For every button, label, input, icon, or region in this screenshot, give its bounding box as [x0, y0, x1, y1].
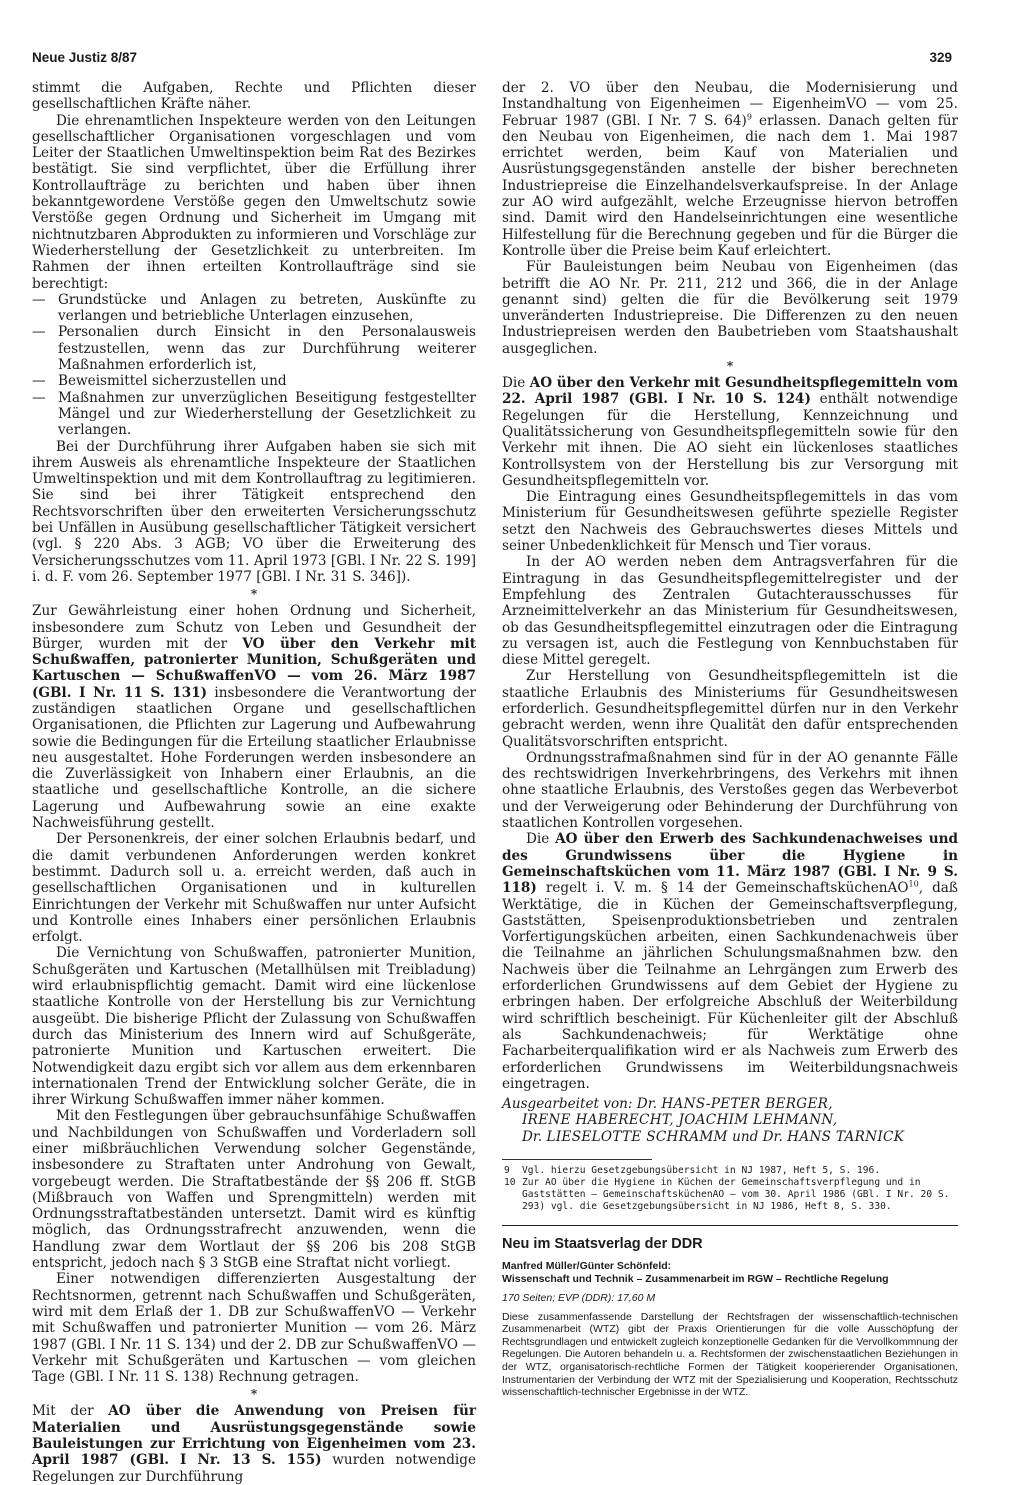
footnote: 9 Vgl. hierzu Gesetzgebungsübersicht in NJ 1987, Heft 5, S. 196. [504, 1165, 881, 1176]
staatsverlag-heading: Neu im Staatsverlag der DDR [502, 1236, 703, 1252]
book-authors: Manfred Müller/Günter Schönfeld: Wissenschaft und Technik – Zusammenarbeit im RGW – Rechtliche Regelung [502, 1260, 889, 1286]
paragraph-hygiene: Die AO über den Erwerb des Sachkundenachweises und des Grundwissens über die Hygiene in Gemeinschaftsküchen vom 11. März 1987 (GBl. I Nr. 9 S. 118) regelt i. V. m. § 14 der GemeinschaftsküchenAO$^{10}$, daß Werktätige, die in Küchen der Gemeinschaftsverpflegung, Gaststätten, Speisenproduktionsbetrieben und zentralen Vorfertigungsküchen arbeiten, einen Sachkundenachweis über die Teilnahme an jährlichen Schulungsmaßnahmen bzw. den Nachweis über die Teilnahme an Lehrgängen zum Erwerb des erforderlichen Grundwissens auf dem Gebiet der Hygiene zu erbringen haben. Der erfolgreiche Abschluß der Weiterbildung wird schriftlich bescheinigt. Für Küchenleiter gilt der Abschluß als Sachkundenachweis; für Werktätige ohne Facharbeiterqualifikation wird er als Nachweis zum Erwerb des erforderlichen Grundwissens im Weiterbildungsnachweis eingetragen. [502, 831, 958, 1092]
right-column [502, 80, 958, 1399]
paragraph: Mit den Festlegungen über gebrauchsunfähige Schußwaffen und Nachbildungen von Schußwaffen und Vorderladern soll einer mißbräuchlichen Verwendung solcher Gegenstände, insbesondere zu Straftaten unter Androhung von Gewalt, vorgebeugt werden. Die Straftatbestände der §§ 206 ff. StGB (Mißbrauch von Waffen und Sprengmitteln) werden mit Ordnungsstraftatbeständen untersetzt. Damit wird es künftig möglich, das Ordnungsstrafrecht anzuwenden, wenn die Handlung zwar dem Wortlaut der §§ 206 bis 208 StGB entspricht, jedoch nach § 3 StGB eine Straftat nicht vorliegt. [32, 1108, 476, 1272]
list-item: — Grundstücke und Anlagen zu betreten, Auskünfte zu verlangen und betriebliche Unterlagen einzusehen, [32, 292, 476, 325]
page-header [32, 50, 952, 70]
list-item: — Maßnahmen zur unverzüglichen Beseitigung festgestellter Mängel und zur Wiederherstellung der Gesetzlichkeit zu verlangen. [32, 390, 476, 439]
list-item: — Beweismittel sicherzustellen und [32, 373, 476, 389]
paragraph: der 2. VO über den Neubau, die Modernisierung und Instandhaltung von Eigenheimen — EigenheimVO — vom 25. Februar 1987 (GBl. I Nr. 7 S. 64)$^9$ erlassen. Danach gelten für den Neubau von Eigenheimen, die nach dem 1. Mai 1987 errichtet werden, beim Kauf von Materialien und Ausrüstungsgegenständen anstelle der bisher berechneten Industriepreise die Einzelhandelsverkaufspreise. In der Anlage zur AO wird aufgezählt, welche Erzeugnisse hiervon betroffen sind. Damit wird den Handelseinrichtungen eine wesentliche Hilfestellung für die Berechnung gegeben und für die Bürger die Kontrolle über die Preise beim Kauf erleichtert. [502, 80, 958, 259]
authority-list [32, 292, 476, 439]
regulation-title: VO über den Verkehr mit Schußwaffen, patronierter Munition, Schußgeräten und Kartuschen — SchußwaffenVO — vom 26. März 1987 (GBl. I Nr. 11 S. 131) [32, 635, 476, 701]
paragraph-gesundheitspflege: Die AO über den Verkehr mit Gesundheitspflegemitteln vom 22. April 1987 (GBl. I Nr. 10 S. 124) enthält notwendige Regelungen für die Herstellung, Kennzeichnung und Qualitätssicherung von Gesundheitspflegemitteln sowie für den Verkehr mit ihnen. Die AO sieht ein lückenloses staatliches Kontrollsystem von der Herstellung bis zur Versorgung mit Gesundheitspflegemitteln vor. [502, 375, 958, 489]
footnote: 10 Zur AO über die Hygiene in Küchen der Gemeinschaftsverpflegung und in Gaststätten – GemeinschaftsküchenAO – vom 30. April 1986 (GBl. I Nr. 20 S. 293) vgl. die Gesetzgebungsübersicht in NJ 1986, Heft 8, S. 330. [504, 1177, 950, 1212]
regulation-title: AO über die Anwendung von Preisen für Materialien und Ausrüstungsgegenstände sowie Bauleistungen zur Errichtung von Eigenheimen vom 23. April 1987 (GBl. I Nr. 13 S. 155) [32, 1403, 476, 1469]
footnote-ref: 10 [908, 879, 919, 889]
left-column [32, 80, 476, 1485]
section-separator: * [250, 587, 258, 602]
paragraph: Einer notwendigen differenzierten Ausgestaltung der Rechtsnormen, getrennt nach Schußwaffen und Schußgeräten, wird mit dem Erlaß der 1. DB zur SchußwaffenVO — Verkehr mit Schußwaffen und patronierter Munition — vom 26. März 1987 (GBl. I Nr. 11 S. 134) und der 2. DB zur SchußwaffenVO — Verkehr mit Schußgeräten und Kartuschen — vom gleichen Tage (GBl. I Nr. 11 S. 138) Rechnung getragen. [32, 1271, 476, 1386]
paragraph: Ordnungsstrafmaßnahmen sind für in der AO genannte Fälle des rechtswidrigen Inverkehrbringens, des Verkehrs mit ihnen ohne staatliche Erlaubnis, des Verstoßes gegen das Werbeverbot und der Verweigerung oder Behinderung der Durchführung von staatlichen Kontrollen vorgesehen. [502, 749, 958, 832]
page-number: 329 [929, 50, 952, 65]
paragraph: Die Eintragung eines Gesundheitspflegemittels in das vom Ministerium für Gesundheitswesen geführte spezielle Register setzt den Nachweis des Gebrauchswertes dieses Mittels und seiner Unbedenklichkeit für Mensch und Tier voraus. [502, 489, 958, 555]
paragraph: Für Bauleistungen beim Neubau von Eigenheimen (das betrifft die AO Nr. Pr. 211, 212 und 366, die in der Anlage genannt sind) gelten die für die Bevölkerung seit 1979 unveränderten Industriepreise. Die Differenzen zu den neuen Industriepreisen werden den Baubetrieben vom Staatshaushalt ausgeglichen. [502, 259, 958, 357]
paragraph-preise: Mit der AO über die Anwendung von Preisen für Materialien und Ausrüstungsgegenstände sowie Bauleistungen zur Errichtung von Eigenheimen vom 23. April 1987 (GBl. I Nr. 13 S. 155) wurden notwendige Regelungen zur Durchführung [32, 1403, 476, 1485]
paragraph: Der Personenkreis, der einer solchen Erlaubnis bedarf, und die damit verbundenen Anforderungen werden konkret bestimmt. Dadurch soll u. a. erreicht werden, daß auch in gesellschaftlichen Organisationen und in kulturellen Einrichtungen der Verkehr mit Schußwaffen nur unter Aufsicht und Kontrolle eines Inhabers einer persönlichen Erlaubnis erfolgt. [32, 831, 476, 946]
section-separator: * [726, 359, 734, 374]
journal-issue: Neue Justiz 8/87 [32, 50, 138, 65]
regulation-title: AO über den Erwerb des Sachkundenachweises und des Grundwissens über die Hygiene in Gemeinschaftsküchen vom 11. März 1987 (GBl. I Nr. 9 S. 118) [502, 831, 958, 897]
paragraph: Die Vernichtung von Schußwaffen, patronierter Munition, Schußgeräten und Kartuschen (Metallhülsen mit Treibladung) wird erlaubnispflichtig gemacht. Damit wird eine lückenlose staatliche Kontrolle von der Herstellung bis zur Vernichtung ausgeübt. Die bisherige Pflicht der Zulassung von Schußwaffen durch das Ministerium des Innern wird auf Schußgeräte, patronierte Munition und Kartuschen erweitert. Die Notwendigkeit dazu ergibt sich vor allem aus dem erkennbaren internationalen Trend der Entwicklung solcher Geräte, die in ihrer Wirkung Schußwaffen immer näher kommen. [32, 945, 476, 1109]
section-separator: * [250, 1387, 258, 1402]
section-rule [502, 1225, 958, 1226]
paragraph: Zur Herstellung von Gesundheitspflegemitteln ist die staatliche Erlaubnis des Ministeriums für Gesundheitswesen erforderlich. Gesundheitspflegemittel dürfen nur in den Verkehr gebracht werden, wenn ihre Qualität den dafür entsprechenden Qualitätsvorschriften entspricht. [502, 668, 958, 750]
footnote-ref: 9 [746, 112, 752, 122]
paragraph: Die ehrenamtlichen Inspekteure werden von den Leitungen gesellschaftlicher Organisationen vorgeschlagen und vom Leiter der Staatlichen Umweltinspektion beim Rat des Bezirkes bestätigt. Sie sind verpflichtet, über die Erfüllung ihrer Kontrollaufträge zu berichten und haben über ihnen bekanntgewordene Verstöße gegen den Umweltschutz sowie Verstöße gegen Ordnung und Sicherheit im Umgang mit nichtnutzbaren Abprodukten zu informieren und Vorschläge zur Wiederherstellung der Gesetzlichkeit zu unterbreiten. Im Rahmen der ihnen erteilten Kontrollaufträge sind sie berechtigt: [32, 112, 476, 292]
paragraph: Bei der Durchführung ihrer Aufgaben haben sie sich mit ihrem Ausweis als ehrenamtliche Inspekteure der Staatlichen Umweltinspektion und mit dem Kontrollauftrag zu legitimieren. Sie sind bei ihrer Tätigkeit entsprechend den Rechtsvorschriften über den erweiterten Versicherungsschutz bei Unfällen in Ausübung gesellschaftlicher Tätigkeit versichert (vgl. § 220 Abs. 3 AGB; VO über die Erweiterung des Versicherungsschutzes vom 11. April 1973 [GBl. I Nr. 22 S. 199] i. d. F. vom 26. September 1977 [GBl. I Nr. 31 S. 346]). [32, 438, 476, 585]
book-title: Wissenschaft und Technik – Zusammenarbeit im RGW – Rechtliche Regelung [502, 1273, 889, 1286]
book-description: Diese zusammenfassende Darstellung der Rechtsfragen der wissenschaftlich-technischen Zusammenarbeit (WTZ) gibt der Praxis Orientierungen für die volle Ausschöpfung der Rechtsgrundlagen und entwickelt zugleich konzeptionelle Gedanken für die Vervollkommnung der Regelungen. Die Autoren behandeln u. a. Rechtsformen der zwischenstaatlichen Beziehungen in der WTZ, organisatorisch-rechtliche Formen der Tätigkeit kooperierender Organisationen, Instrumentarien der Verbindung der WTZ mit der Spezialisierung und Kooperation, Rechtsschutz wissenschaftlich-technischer Ergebnisse in der WTZ. [502, 1310, 958, 1399]
paragraph: stimmt die Aufgaben, Rechte und Pflichten dieser gesellschaftlichen Kräfte näher. [32, 80, 476, 113]
regulation-title: AO über den Verkehr mit Gesundheitspflegemitteln vom 22. April 1987 (GBl. I Nr. 10 S. 124) [502, 375, 958, 408]
footnotes [502, 1159, 958, 1213]
book-meta: 170 Seiten; EVP (DDR): 17,60 M [502, 1292, 656, 1305]
paragraph-schusswaffen: Zur Gewährleistung einer hohen Ordnung und Sicherheit, insbesondere zum Schutz von Leben und Gesundheit der Bürger, wurden mit der VO über den Verkehr mit Schußwaffen, patronierter Munition, Schußgeräten und Kartuschen — SchußwaffenVO — vom 26. März 1987 (GBl. I Nr. 11 S. 131) insbesondere die Verantwortung der zuständigen staatlichen Organe und gesellschaftlichen Organisationen, die Pflichten zur Lagerung und Aufbewahrung sowie die Bedingungen für die Erteilung staatlicher Erlaubnisse neu ausgestaltet. Hohe Forderungen werden insbesondere an die Zuverlässigkeit von Inhabern einer Erlaubnis, an die staatliche und gesellschaftliche Kontrolle, an die sichere Lagerung und Aufbewahrung sowie an eine exakte Nachweisführung gestellt. [32, 603, 476, 832]
list-item: — Personalien durch Einsicht in den Personalausweis festzustellen, wenn das zur Durchführung weiterer Maßnahmen erforderlich ist, [32, 324, 476, 373]
author-credit: Ausgearbeitet von: Dr. HANS-PETER BERGER, IRENE HABERECHT, JOACHIM LEHMANN, Dr. LIESELOTTE SCHRAMM und Dr. HANS TARNICK [502, 1096, 905, 1145]
paragraph: In der AO werden neben dem Antragsverfahren für die Eintragung in das Gesundheitspflegemittelregister und der Empfehlung des Zentralen Gutachterausschusses für Arzneimittelverkehr an das Ministerium für Gesundheitswesen, ob das Gesundheitspflegemittel einzutragen oder die Eintragung zu versagen ist, auch die Festlegung von Kennbuchstaben für diese Mittel geregelt. [502, 554, 958, 669]
